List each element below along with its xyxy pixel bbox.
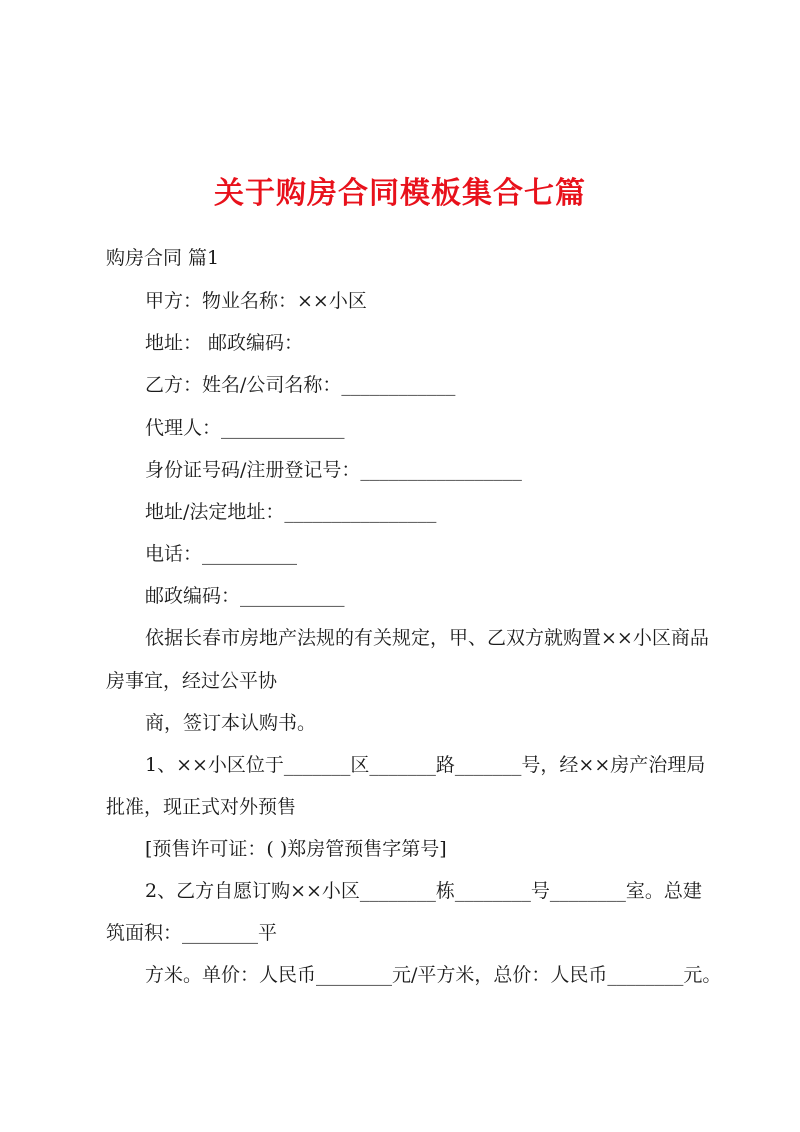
paragraph-line: 房事宜，经过公平协 <box>106 670 278 692</box>
legal-address-line: 地址/法定地址：________________ <box>145 501 437 523</box>
clause-2-line: 2、乙方自愿订购××小区________栋________号________室。总建 <box>145 880 702 902</box>
clause-2-line: 筑面积：________平 <box>106 922 278 944</box>
paragraph-line: 依据长春市房地产法规的有关规定，甲、乙双方就购置××小区商品 <box>145 627 709 649</box>
clause-2-line: 方米。单价：人民币________元/平方米，总价：人民币________元。 <box>145 964 722 986</box>
party-a-line: 甲方：物业名称：××小区 <box>145 290 367 312</box>
paragraph-line: 商，签订本认购书。 <box>145 712 317 734</box>
postcode-line: 邮政编码：___________ <box>145 585 345 607</box>
address-postcode-line: 地址： 邮政编码： <box>145 332 304 354</box>
phone-line: 电话：__________ <box>145 543 298 565</box>
id-number-line: 身份证号码/注册登记号：_________________ <box>145 459 522 481</box>
agent-line: 代理人：_____________ <box>145 417 345 439</box>
section-heading: 购房合同 篇1 <box>106 247 220 269</box>
party-b-line: 乙方：姓名/公司名称：____________ <box>145 374 456 396</box>
clause-1-line: 批准，现正式对外预售 <box>106 796 297 818</box>
document-title: 关于购房合同模板集合七篇 <box>214 176 586 211</box>
permit-line: [预售许可证：( )郑房管预售字第号] <box>145 838 447 860</box>
clause-1-line: 1、××小区位于_______区_______路_______号，经××房产治理局 <box>145 754 706 776</box>
